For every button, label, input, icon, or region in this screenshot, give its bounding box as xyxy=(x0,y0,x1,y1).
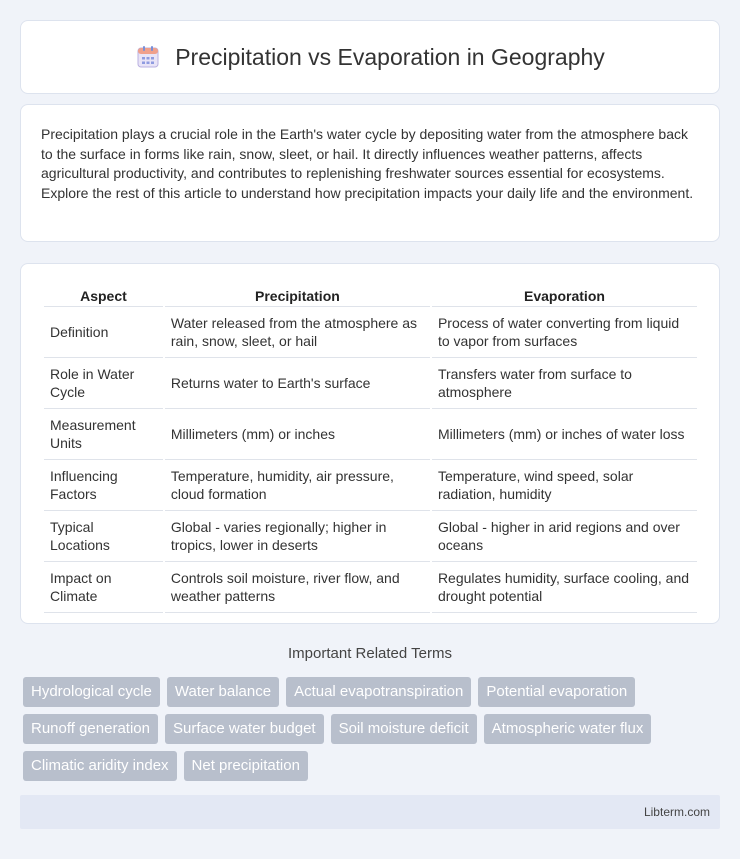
row-aspect: Impact on Climate xyxy=(44,562,163,613)
footer xyxy=(20,795,720,829)
header-evaporation: Evaporation xyxy=(432,284,697,307)
row-precipitation: Returns water to Earth's surface xyxy=(165,358,430,409)
row-aspect: Influencing Factors xyxy=(44,460,163,511)
header-precipitation: Precipitation xyxy=(165,284,430,307)
intro-text: Precipitation plays a crucial role in the Earth's water cycle by depositing water from the atmosphere back to the surface in forms like rain, snow, sleet, or hail. It directly influences weather patterns, affects agricultural productivity, and contributes to replenishing freshwater sources essential for ecosystems. Explore the rest of this article to understand how precipitation impacts your daily life and the environment. xyxy=(41,126,694,201)
row-aspect: Typical Locations xyxy=(44,511,163,562)
header-card xyxy=(20,20,720,94)
related-term-tag[interactable]: Runoff generation xyxy=(23,714,158,744)
table-row xyxy=(44,358,697,409)
row-precipitation: Water released from the atmosphere as rain, snow, sleet, or hail xyxy=(165,307,430,358)
table-row xyxy=(44,562,697,613)
row-aspect: Measurement Units xyxy=(44,409,163,460)
row-evaporation: Temperature, wind speed, solar radiation, humidity xyxy=(432,460,697,511)
table-row xyxy=(44,409,697,460)
row-aspect: Definition xyxy=(44,307,163,358)
row-evaporation: Millimeters (mm) or inches of water loss xyxy=(432,409,697,460)
footer-brand-link[interactable]: Libterm.com xyxy=(643,805,710,819)
calendar-icon xyxy=(135,44,161,70)
related-term-tag[interactable]: Net precipitation xyxy=(184,751,308,781)
intro-card xyxy=(20,104,720,242)
comparison-table-card xyxy=(20,263,720,624)
related-terms-list xyxy=(23,677,723,781)
related-terms-title: Important Related Terms xyxy=(288,645,452,662)
related-term-tag[interactable]: Climatic aridity index xyxy=(23,751,177,781)
comparison-table xyxy=(42,284,699,613)
table-row xyxy=(44,307,697,358)
row-evaporation: Regulates humidity, surface cooling, and drought potential xyxy=(432,562,697,613)
header-aspect: Aspect xyxy=(44,284,163,307)
row-precipitation: Global - varies regionally; higher in tropics, lower in deserts xyxy=(165,511,430,562)
row-evaporation: Global - higher in arid regions and over oceans xyxy=(432,511,697,562)
row-aspect: Role in Water Cycle xyxy=(44,358,163,409)
related-term-tag[interactable]: Water balance xyxy=(167,677,279,707)
related-term-tag[interactable]: Surface water budget xyxy=(165,714,324,744)
related-term-tag[interactable]: Atmospheric water flux xyxy=(484,714,652,744)
page-title: Precipitation vs Evaporation in Geography xyxy=(175,43,605,70)
row-precipitation: Millimeters (mm) or inches xyxy=(165,409,430,460)
related-term-tag[interactable]: Hydrological cycle xyxy=(23,677,160,707)
row-precipitation: Temperature, humidity, air pressure, cloud formation xyxy=(165,460,430,511)
table-row xyxy=(44,460,697,511)
row-evaporation: Transfers water from surface to atmosphere xyxy=(432,358,697,409)
row-evaporation: Process of water converting from liquid to vapor from surfaces xyxy=(432,307,697,358)
table-header-row xyxy=(44,284,697,307)
row-precipitation: Controls soil moisture, river flow, and weather patterns xyxy=(165,562,430,613)
related-term-tag[interactable]: Potential evaporation xyxy=(478,677,635,707)
related-term-tag[interactable]: Actual evapotranspiration xyxy=(286,677,471,707)
table-row xyxy=(44,511,697,562)
related-term-tag[interactable]: Soil moisture deficit xyxy=(331,714,477,744)
